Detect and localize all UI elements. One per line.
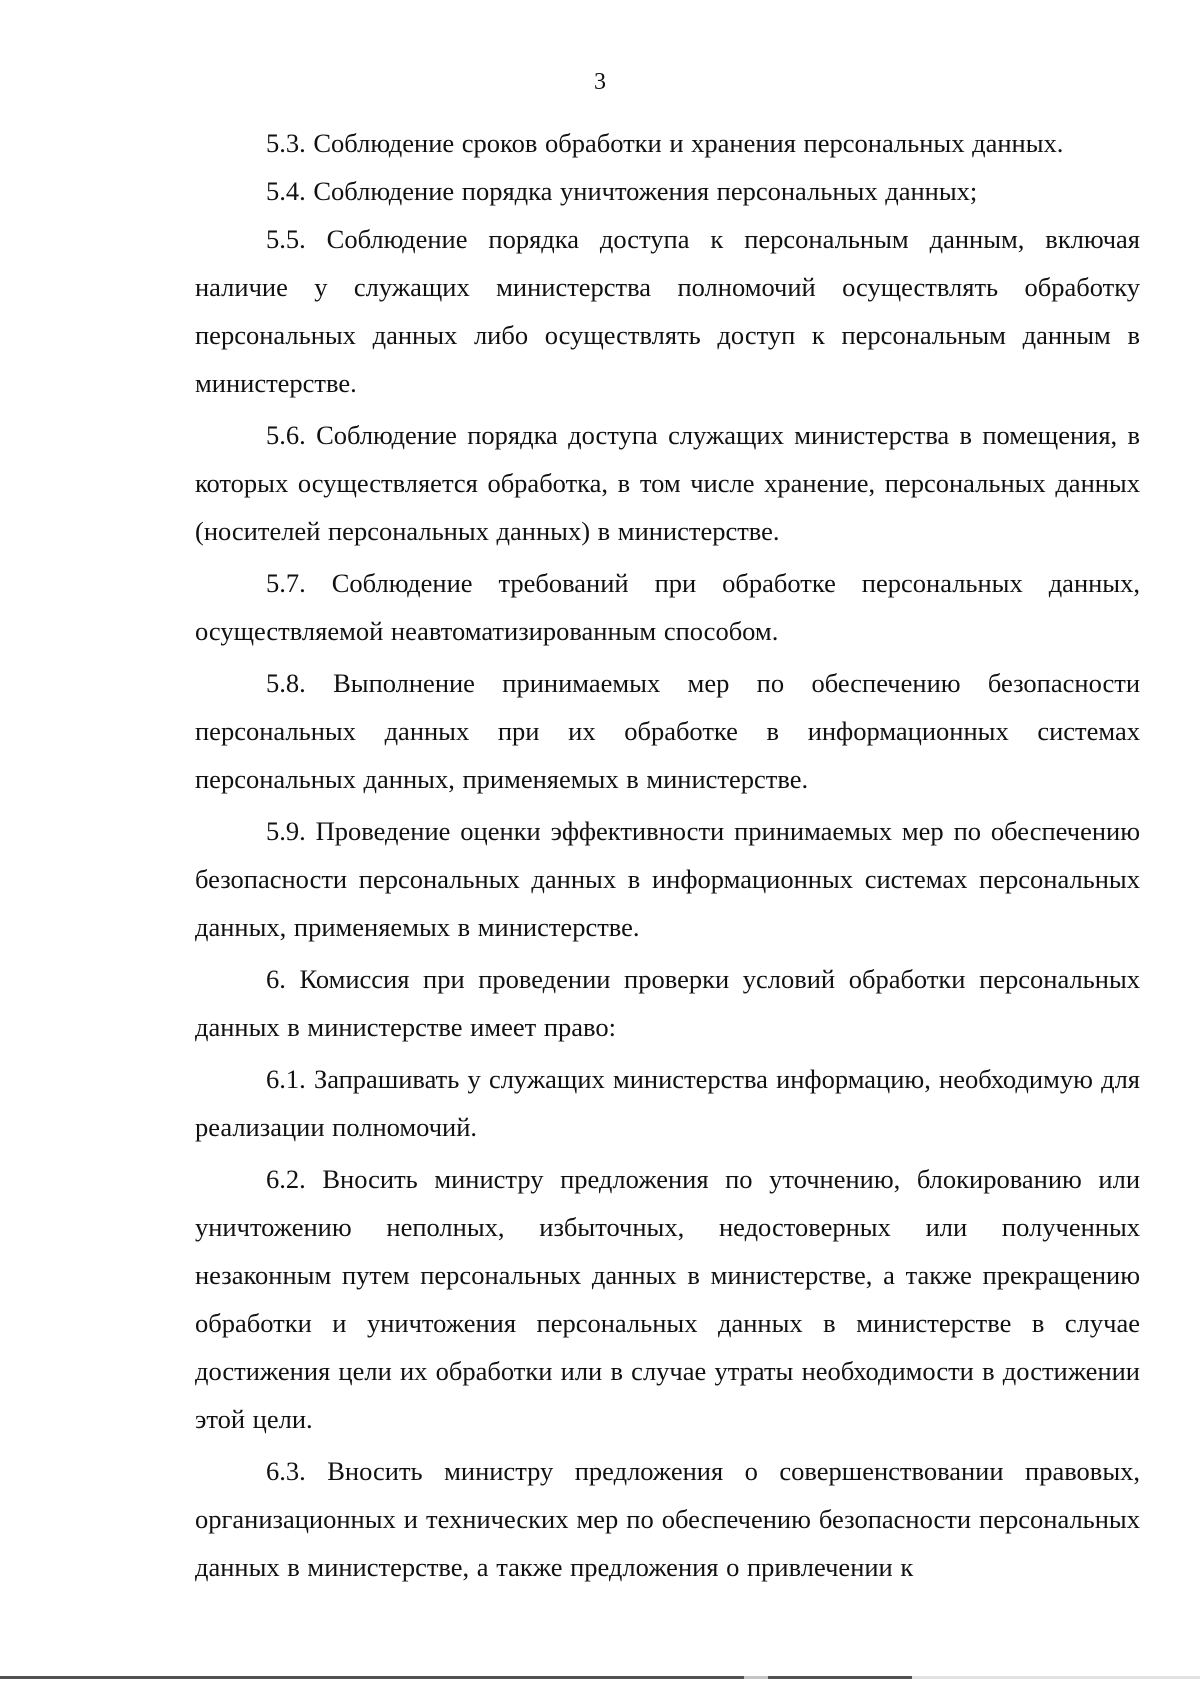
paragraph-5-7: 5.7. Соблюдение требований при обработке персональных данных, осуществляемой неавтоматизированным способом. xyxy=(195,567,1140,646)
scan-bottom-edge xyxy=(0,1676,1200,1679)
paragraph-6-1: 6.1. Запрашивать у служащих министерства информацию, необходимую для реализации полномочий. xyxy=(195,1063,1140,1142)
paragraph-6-3: 6.3. Вносить министру предложения о совершенствовании правовых, организационных и технических мер по обеспечению безопасности персональных данных в министерстве, а также предложения о привлечении к xyxy=(195,1455,1140,1582)
document-body xyxy=(195,119,1140,1591)
paragraph-5-3: 5.3. Соблюдение сроков обработки и хранения персональных данных. xyxy=(266,127,1064,158)
paragraph-6: 6. Комиссия при проведении проверки условий обработки персональных данных в министерстве имеет право: xyxy=(195,963,1140,1042)
paragraph-6-2: 6.2. Вносить министру предложения по уточнению, блокированию или уничтожению неполных, избыточных, недостоверных или полученных незаконным путем персональных данных в министерстве, а также прекращению обработки и уничтожения персональных данных в министерстве в случае достижения цели их обработки или в случае утраты необходимости в достижении этой цели. xyxy=(195,1163,1140,1434)
paragraph-5-9: 5.9. Проведение оценки эффективности принимаемых мер по обеспечению безопасности персональных данных в информационных системах персональных данных, применяемых в министерстве. xyxy=(195,815,1140,942)
page-number: 3 xyxy=(594,69,606,95)
paragraph-5-4: 5.4. Соблюдение порядка уничтожения персональных данных; xyxy=(266,175,978,206)
paragraph-5-8: 5.8. Выполнение принимаемых мер по обеспечению безопасности персональных данных при их обработке в информационных системах персональных данных, применяемых в министерстве. xyxy=(195,667,1140,794)
paragraph-5-5: 5.5. Соблюдение порядка доступа к персональным данным, включая наличие у служащих министерства полномочий осуществлять обработку персональных данных либо осуществлять доступ к персональным данным в министерстве. xyxy=(195,223,1140,398)
paragraph-5-6: 5.6. Соблюдение порядка доступа служащих министерства в помещения, в которых осуществляется обработка, в том числе хранение, персональных данных (носителей персональных данных) в министерстве. xyxy=(195,419,1140,546)
